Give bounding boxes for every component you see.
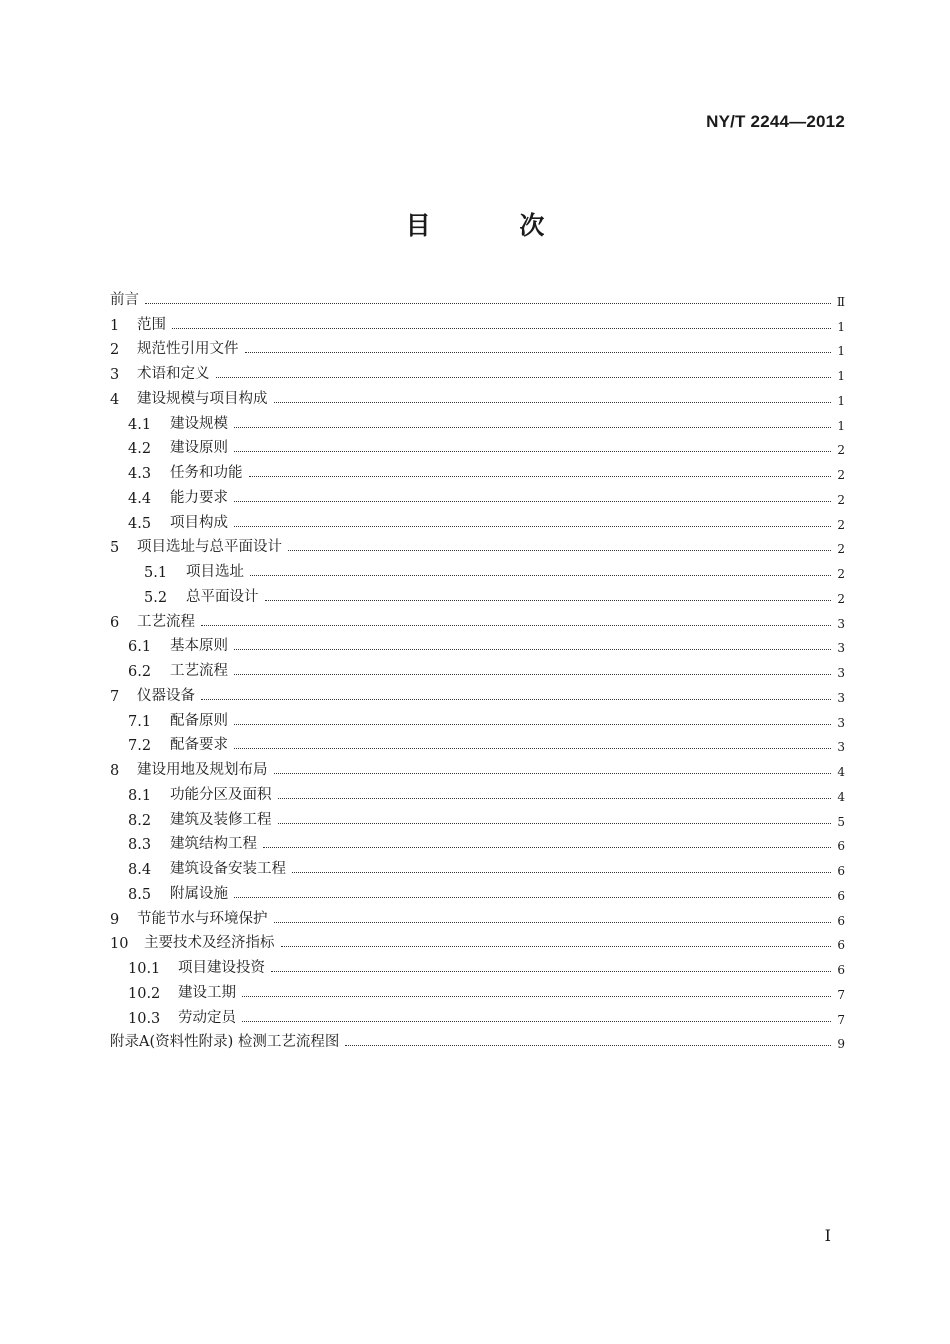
toc-entry-label: 总平面设计	[186, 588, 259, 605]
toc-entry-page: 9	[837, 1037, 845, 1052]
toc-entry-label: 建设原则	[170, 440, 228, 457]
toc-entry-page: 3	[837, 641, 845, 656]
toc-entry[interactable]	[110, 358, 845, 383]
toc-entry[interactable]	[110, 1002, 845, 1027]
toc-entry-page: 6	[837, 839, 845, 854]
toc-entry-page: 2	[837, 567, 845, 581]
dot-leader	[288, 550, 831, 551]
toc-entry-page: 6	[837, 888, 845, 903]
toc-entry-label: 建筑结构工程	[170, 836, 257, 853]
toc-entry[interactable]	[110, 334, 845, 359]
toc-entry-number: 5.1	[144, 565, 168, 581]
dot-leader	[234, 897, 831, 898]
dot-leader	[271, 971, 831, 972]
toc-entry-label: 建设规模与项目构成	[137, 390, 268, 407]
toc-entry-number: 3	[110, 367, 120, 383]
dot-leader	[234, 649, 831, 650]
toc-entry-number: 8.3	[128, 837, 152, 854]
dot-leader	[234, 427, 831, 428]
toc-entry[interactable]	[110, 507, 845, 532]
dot-leader	[274, 773, 832, 774]
dot-leader	[145, 303, 831, 304]
toc-entry-label: 主要技术及经济指标	[144, 935, 275, 952]
dot-leader	[234, 674, 831, 675]
toc-entry-page: 1	[837, 319, 845, 334]
toc-entry-page: 3	[837, 616, 845, 631]
toc-entry-page: 7	[837, 1012, 845, 1027]
toc-entry-page: 3	[837, 740, 845, 755]
dot-leader	[242, 996, 831, 997]
toc-entry[interactable]	[110, 853, 845, 878]
toc-entry-number: 4	[110, 391, 120, 408]
toc-entry[interactable]	[110, 1027, 845, 1052]
toc-entry-number: 2	[110, 342, 120, 359]
toc-entry[interactable]	[110, 754, 845, 779]
toc-entry[interactable]	[110, 829, 845, 854]
toc-entry-label: 任务和功能	[170, 465, 243, 481]
toc-title: 目 次	[405, 211, 585, 240]
toc-entry-page: 4	[837, 765, 845, 779]
toc-entry-page: 3	[837, 715, 845, 730]
toc-entry-page: 3	[837, 690, 845, 705]
toc-entry-page: 5	[837, 814, 845, 829]
toc-entry-page: 2	[837, 443, 845, 458]
toc-entry-number: 10	[110, 936, 129, 953]
toc-entry[interactable]	[110, 284, 845, 309]
toc-entry-label: 前言	[110, 291, 139, 308]
toc-entry-number: 6.1	[128, 639, 152, 656]
toc-entry-label: 规范性引用文件	[137, 341, 239, 358]
toc-entry[interactable]	[110, 606, 845, 631]
toc-entry-number: 7.1	[128, 713, 152, 730]
toc-entry-page: 6	[837, 938, 845, 953]
toc-entry-label: 仪器设备	[137, 687, 195, 704]
toc-entry[interactable]	[110, 655, 845, 680]
toc-entry-page: 2	[837, 517, 845, 532]
toc-entry-number: 10.1	[128, 961, 161, 977]
dot-leader	[265, 600, 832, 601]
toc-entry[interactable]	[110, 457, 845, 482]
dot-leader	[278, 823, 832, 824]
toc-entry[interactable]	[110, 977, 845, 1002]
toc-entry[interactable]	[110, 532, 845, 557]
toc-entry-page: 3	[837, 666, 845, 680]
toc-entry-page: 6	[837, 864, 845, 878]
toc-entry-number: 4.2	[128, 441, 152, 458]
dot-leader	[263, 847, 831, 848]
toc-entry[interactable]	[110, 581, 845, 606]
toc-entry[interactable]	[110, 804, 845, 829]
toc-entry[interactable]	[110, 631, 845, 656]
toc-entry-number: 6.2	[128, 664, 152, 680]
toc-entry-label: 建筑及装修工程	[170, 811, 272, 828]
toc-entry-number: 4.3	[128, 466, 152, 482]
dot-leader	[274, 402, 832, 403]
toc-entry[interactable]	[110, 383, 845, 408]
toc-entry-label: 附录A(资料性附录) 检测工艺流程图	[110, 1034, 340, 1051]
toc-entry-page: 2	[837, 542, 845, 557]
page-number: I	[824, 1226, 831, 1245]
toc-entry-label: 建筑设备安装工程	[170, 861, 286, 877]
toc-entry[interactable]	[110, 878, 845, 903]
toc-entry-number: 8.2	[128, 812, 152, 829]
dot-leader	[292, 872, 831, 873]
toc-entry[interactable]	[110, 952, 845, 977]
dot-leader	[234, 526, 831, 527]
toc-entry-number: 8.1	[128, 787, 152, 804]
dot-leader	[274, 922, 832, 923]
toc-entry-label: 范围	[137, 316, 166, 333]
dot-leader	[249, 476, 832, 477]
toc-entry-number: 6	[110, 614, 120, 631]
toc-entry-page: 2	[837, 468, 845, 482]
toc-entry[interactable]	[110, 309, 845, 334]
dot-leader	[234, 501, 831, 502]
toc-entry[interactable]	[110, 408, 845, 433]
toc-entry[interactable]	[110, 928, 845, 953]
toc-entry-number: 8.5	[128, 886, 152, 903]
toc-entry-number: 1	[110, 317, 120, 334]
toc-entry-label: 建设用地及规划布局	[137, 762, 268, 778]
toc-entry-label: 基本原则	[170, 638, 228, 655]
toc-entry-number: 5.2	[144, 589, 168, 606]
toc-entry-label: 工艺流程	[170, 663, 228, 679]
toc-entry-page: 1	[837, 344, 845, 359]
dot-leader	[234, 724, 831, 725]
toc-entry-label: 项目选址	[186, 564, 244, 580]
toc-entry-page: 6	[837, 913, 845, 928]
toc-entry-number: 8.4	[128, 862, 152, 878]
toc-entry-number: 7	[110, 688, 120, 705]
toc-entry[interactable]	[110, 680, 845, 705]
toc-entry-number: 4.1	[128, 416, 152, 433]
toc-entry[interactable]	[110, 730, 845, 755]
toc-entry-page: 1	[837, 418, 845, 433]
toc-entry-label: 项目选址与总平面设计	[137, 539, 282, 556]
dot-leader	[172, 328, 831, 329]
document-code: NY/T 2244—2012	[706, 112, 845, 131]
toc-entry[interactable]	[110, 482, 845, 507]
toc-entry-page: 2	[837, 492, 845, 507]
toc-entry-label: 附属设施	[170, 885, 228, 902]
toc-entry[interactable]	[110, 556, 845, 581]
toc-entry-page: 1	[837, 393, 845, 408]
toc-entry-page: 1	[837, 369, 845, 383]
toc-entry-label: 配备要求	[170, 737, 228, 754]
table-of-contents	[110, 284, 845, 1051]
toc-entry-number: 4.5	[128, 515, 152, 532]
toc-entry[interactable]	[110, 779, 845, 804]
toc-entry-label: 建设规模	[170, 415, 228, 432]
toc-entry-label: 劳动定员	[178, 1009, 236, 1026]
toc-entry-number: 8	[110, 763, 120, 779]
toc-entry-number: 5	[110, 540, 120, 557]
toc-entry[interactable]	[110, 433, 845, 458]
toc-entry-label: 项目构成	[170, 514, 228, 531]
dot-leader	[345, 1045, 831, 1046]
toc-entry-label: 能力要求	[170, 489, 228, 506]
toc-entry-label: 工艺流程	[137, 613, 195, 630]
dot-leader	[278, 798, 832, 799]
toc-entry-page: 7	[837, 987, 845, 1002]
toc-entry-number: 4.4	[128, 490, 152, 507]
dot-leader	[234, 451, 831, 452]
toc-entry-label: 建设工期	[178, 984, 236, 1001]
toc-entry-number: 10.3	[128, 1010, 161, 1027]
toc-entry-number: 7.2	[128, 738, 152, 755]
toc-entry-page: Ⅱ	[836, 294, 845, 309]
toc-entry-label: 功能分区及面积	[170, 786, 272, 803]
dot-leader	[234, 748, 831, 749]
dot-leader	[242, 1021, 831, 1022]
toc-entry-label: 配备原则	[170, 712, 228, 729]
toc-entry-number: 10.2	[128, 985, 161, 1002]
toc-entry-label: 项目建设投资	[178, 960, 265, 976]
toc-entry-label: 术语和定义	[137, 366, 210, 382]
toc-entry-page: 2	[837, 591, 845, 606]
dot-leader	[250, 575, 831, 576]
dot-leader	[245, 352, 832, 353]
dot-leader	[201, 699, 831, 700]
toc-entry-page: 4	[837, 789, 845, 804]
toc-entry-label: 节能节水与环境保护	[137, 910, 268, 927]
toc-entry[interactable]	[110, 903, 845, 928]
dot-leader	[216, 377, 832, 378]
dot-leader	[281, 946, 832, 947]
toc-entry[interactable]	[110, 705, 845, 730]
toc-entry-number: 9	[110, 911, 120, 928]
dot-leader	[201, 625, 831, 626]
toc-entry-page: 6	[837, 963, 845, 977]
